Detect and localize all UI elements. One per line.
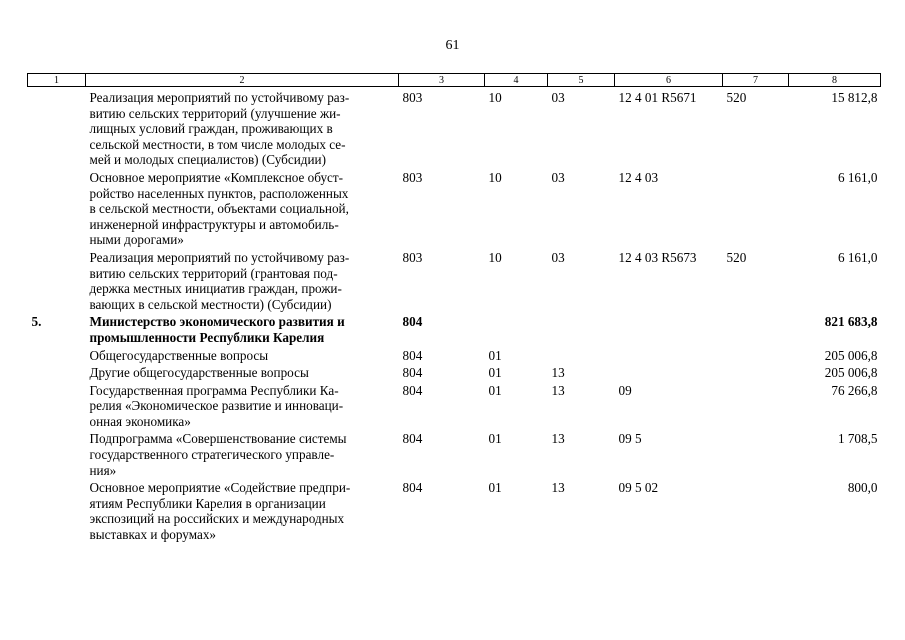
ministry-code: 804 <box>402 314 423 330</box>
row-amount: 205 006,8 <box>824 347 878 363</box>
column-header-6: 6 <box>615 74 723 87</box>
budget-table <box>27 73 881 543</box>
subsection-code: 13 <box>551 382 565 398</box>
section-code: 01 <box>488 382 502 398</box>
row-amount: 6 161,0 <box>837 249 878 265</box>
expense-type-code <box>723 429 789 478</box>
target-article-code <box>615 346 723 364</box>
target-article-code: 12 4 01 R5671 <box>618 90 697 105</box>
row-amount: 1 708,5 <box>837 431 878 447</box>
expense-type-code: 520 <box>726 249 747 265</box>
column-number-row <box>28 74 881 87</box>
table-row <box>28 87 881 168</box>
subsection-code <box>548 312 615 345</box>
table-row <box>28 381 881 430</box>
row-name: Подпрограмма «Совершенствование системы государственного стратегического управле- ния» <box>89 431 347 478</box>
row-amount: 821 683,8 <box>824 314 878 330</box>
row-number <box>28 429 86 478</box>
row-name: Министерство экономического развития и промышленности Республики Карелия <box>89 314 345 345</box>
row-number <box>28 87 86 168</box>
table-body <box>28 87 881 543</box>
row-name: Общегосударственные вопросы <box>89 347 269 363</box>
table-row <box>28 478 881 542</box>
column-header-5: 5 <box>548 74 615 87</box>
target-article-code: 09 <box>618 382 632 398</box>
ministry-code: 804 <box>402 480 423 496</box>
column-header-3: 3 <box>399 74 485 87</box>
subsection-code: 03 <box>551 249 565 265</box>
table-row <box>28 429 881 478</box>
section-code: 01 <box>488 347 502 363</box>
target-article-code: 12 4 03 <box>618 169 659 185</box>
row-amount: 15 812,8 <box>831 90 878 105</box>
ministry-code: 804 <box>402 365 423 381</box>
section-code: 01 <box>488 431 502 447</box>
row-amount: 205 006,8 <box>824 365 878 381</box>
row-name: Другие общегосударственные вопросы <box>89 365 309 381</box>
target-article-code: 09 5 <box>618 431 642 447</box>
ministry-code: 804 <box>402 347 423 363</box>
column-header-7: 7 <box>723 74 789 87</box>
subsection-code: 03 <box>551 90 565 105</box>
column-header-8: 8 <box>789 74 881 87</box>
row-name: Реализация мероприятий по устойчивому раз- витию сельских территорий (грантовая под- держка местных инициатив граждан, прожи- вающих в сельской местности) (Субсидии) <box>89 249 350 312</box>
row-number <box>28 381 86 430</box>
expense-type-code <box>723 312 789 345</box>
section-code: 10 <box>488 90 502 105</box>
target-article-code: 12 4 03 R5673 <box>618 249 697 265</box>
table-row <box>28 346 881 364</box>
section-code: 10 <box>488 169 502 185</box>
expense-type-code <box>723 478 789 542</box>
row-name: Реализация мероприятий по устойчивому раз- витию сельских территорий (улучшение жи- лищных условий граждан, проживающих в сельской местности, в том числе молодых се- мей и молодых специалистов) (Субсидии) <box>89 90 350 168</box>
section-code: 10 <box>488 249 502 265</box>
section-code <box>485 312 548 345</box>
column-header-4: 4 <box>485 74 548 87</box>
section-code: 01 <box>488 480 502 496</box>
section-code: 01 <box>488 365 502 381</box>
expense-type-code <box>723 168 789 248</box>
ministry-code: 803 <box>402 169 423 185</box>
table-row <box>28 363 881 381</box>
row-number <box>28 168 86 248</box>
target-article-code <box>615 312 723 345</box>
ministry-code: 803 <box>402 249 423 265</box>
table-row <box>28 312 881 345</box>
row-name: Основное мероприятие «Комплексное обуст- ройство населенных пунктов, расположенных в сельской местности, объектами социальной, инженерной инфраструктуры и автомобиль- ными дорогами» <box>89 169 349 248</box>
row-number <box>28 363 86 381</box>
row-amount: 76 266,8 <box>831 382 878 398</box>
row-number <box>28 248 86 312</box>
subsection-code: 03 <box>551 169 565 185</box>
column-header-2: 2 <box>86 74 399 87</box>
table-row <box>28 248 881 312</box>
ministry-code: 804 <box>402 431 423 447</box>
expense-type-code <box>723 381 789 430</box>
row-number: 5. <box>31 314 42 330</box>
expense-type-code <box>723 346 789 364</box>
target-article-code <box>615 363 723 381</box>
subsection-code: 13 <box>551 431 565 447</box>
row-name: Основное мероприятие «Содействие предпри- ятиям Республики Карелия в организации экспозиций на российских и международных выставках и форумах» <box>89 480 351 543</box>
expense-type-code: 520 <box>726 90 747 105</box>
row-amount: 6 161,0 <box>837 169 878 185</box>
expense-type-code <box>723 363 789 381</box>
row-number <box>28 478 86 542</box>
column-header-1: 1 <box>28 74 86 87</box>
ministry-code: 804 <box>402 382 423 398</box>
subsection-code: 13 <box>551 365 565 381</box>
row-number <box>28 346 86 364</box>
ministry-code: 803 <box>402 90 423 105</box>
subsection-code: 13 <box>551 480 565 496</box>
row-amount: 800,0 <box>847 480 878 496</box>
target-article-code: 09 5 02 <box>618 480 659 496</box>
subsection-code <box>548 346 615 364</box>
page-number: 61 <box>445 38 460 53</box>
table-row <box>28 168 881 248</box>
row-name: Государственная программа Республики Ка- релия «Экономическое развитие и инноваци- онная экономика» <box>89 382 344 429</box>
